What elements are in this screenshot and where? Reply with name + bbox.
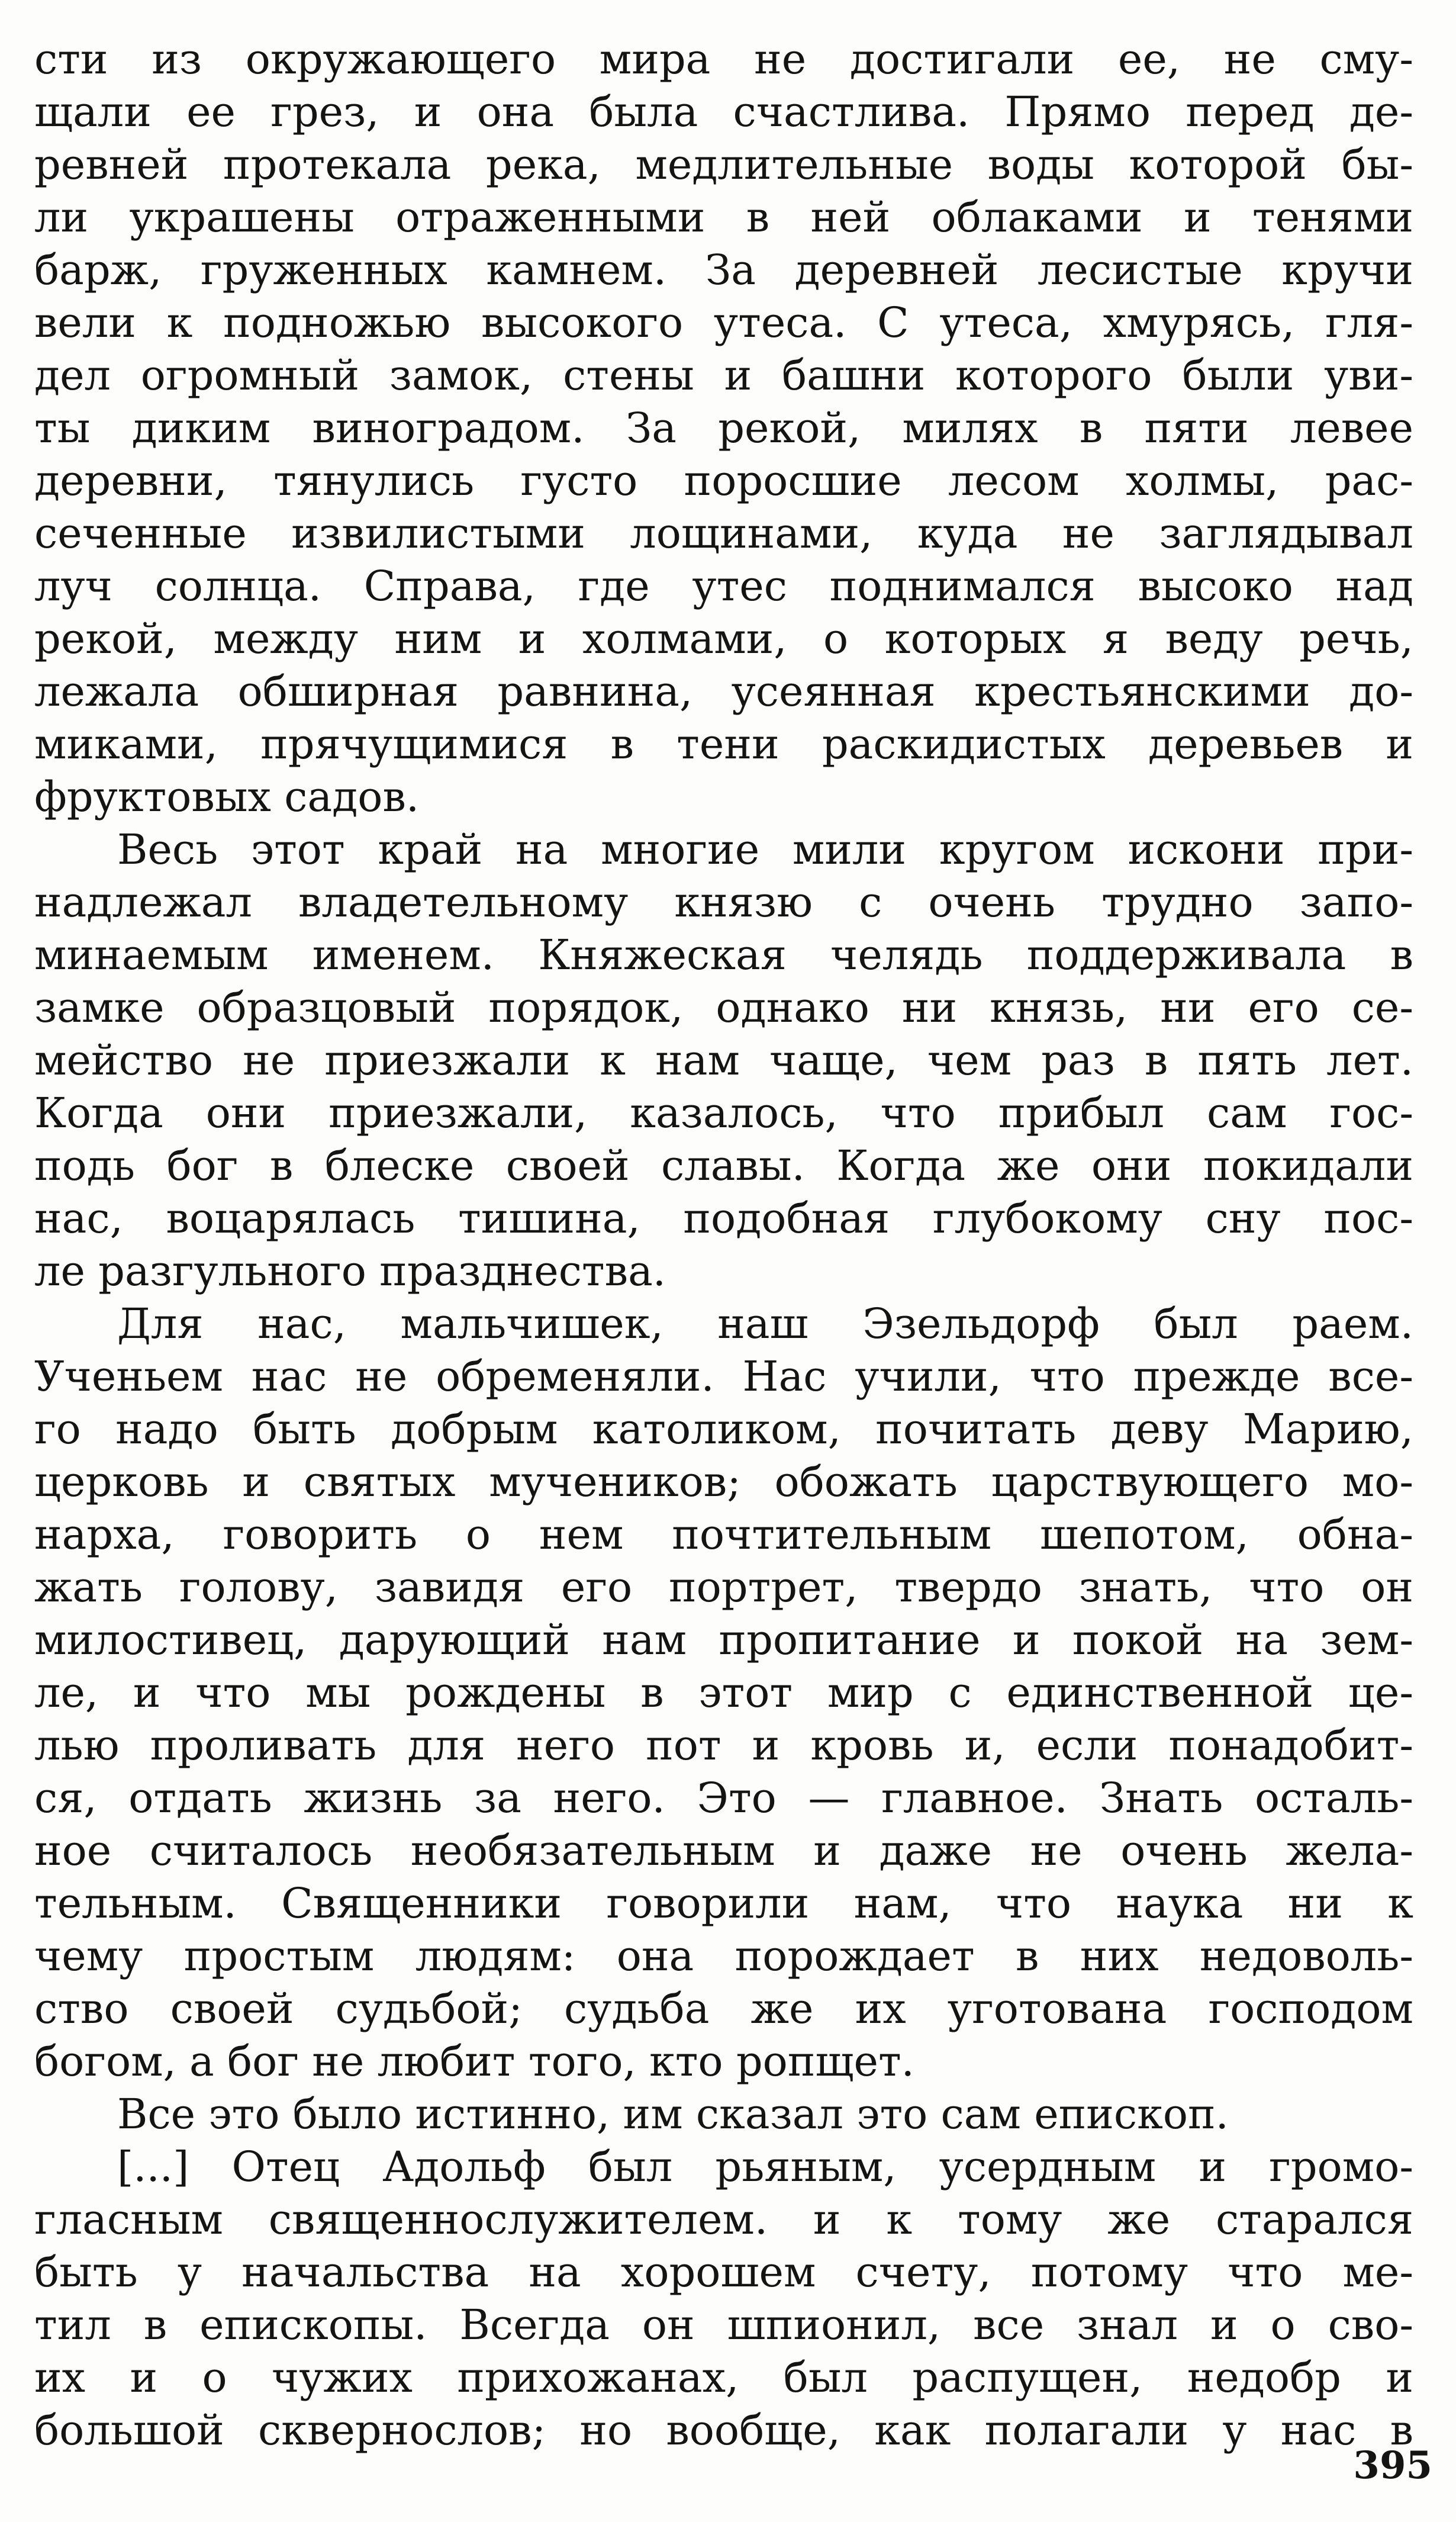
text-line: рекой, между ним и холмами, о которых я веду речь, <box>34 615 1413 663</box>
text-line: нарха, говорить о нем почтительным шепотом, обна- <box>34 1510 1413 1559</box>
page-number: 395 <box>1353 2443 1432 2488</box>
text-line: щали ее грез, и она была счастлива. Прямо перед де- <box>34 88 1413 136</box>
text-line: нас, воцарялась тишина, подобная глубокому сну пос- <box>34 1194 1413 1243</box>
text-line: Ученьем нас не обременяли. Нас учили, что прежде все- <box>34 1352 1413 1401</box>
text-line: ты диким виноградом. За рекой, милях в пяти левее <box>34 404 1413 452</box>
text-line: тил в епископы. Всегда он шпионил, все знал и о сво- <box>34 2301 1413 2349</box>
text-line: богом, а бог не любит того, кто ропщет. <box>34 2037 914 2086</box>
text-line: ле разгульного празднества. <box>34 1247 666 1295</box>
text-line: луч солнца. Справа, где утес поднимался высоко над <box>34 562 1413 610</box>
text-line: [...] Отец Адольф был рьяным, усердным и громо- <box>117 2143 1413 2191</box>
text-line: фруктовых садов. <box>34 773 420 821</box>
text-line: жать голову, завидя его портрет, твердо знать, что он <box>34 1563 1413 1611</box>
text-line: деревни, тянулись густо поросшие лесом холмы, рас- <box>34 456 1413 505</box>
text-line: ство своей судьбой; судьба же их уготована господом <box>34 1984 1413 2033</box>
text-line: быть у начальства на хорошем счету, потому что ме- <box>34 2248 1413 2296</box>
text-line: гласным священнослужителем. и к тому же старался <box>34 2195 1413 2244</box>
text-line: Весь этот край на многие мили кругом искони при- <box>117 825 1413 874</box>
text-line: барж, груженных камнем. За деревней лесистые кручи <box>34 246 1413 294</box>
text-line: го надо быть добрым католиком, почитать деву Марию, <box>34 1405 1413 1453</box>
text-line: надлежал владетельному князю с очень трудно запо- <box>34 878 1413 927</box>
text-line: церковь и святых мучеников; обожать царствующего мо- <box>34 1458 1413 1506</box>
text-line: лью проливать для него пот и кровь и, если понадобит- <box>34 1721 1413 1770</box>
text-line: минаемым именем. Княжеская челядь поддерживала в <box>34 931 1413 979</box>
text-line: ное считалось необязательным и даже не очень жела- <box>34 1826 1413 1875</box>
text-line: подь бог в блеске своей славы. Когда же они покидали <box>34 1141 1413 1190</box>
text-line: ревней протекала река, медлительные воды которой бы- <box>34 140 1413 189</box>
text-line: ле, и что мы рождены в этот мир с единственной це- <box>34 1668 1413 1717</box>
text-line: Все это было истинно, им сказал это сам епископ. <box>117 2090 1229 2138</box>
text-line: сти из окружающего мира не достигали ее, не сму- <box>34 35 1413 83</box>
text-line: их и о чужих прихожанах, был распущен, недобр и <box>34 2353 1413 2402</box>
text-line: тельным. Священники говорили нам, что наука ни к <box>34 1879 1413 1928</box>
text-line: ся, отдать жизнь за него. Это — главное. Знать осталь- <box>34 1774 1413 1822</box>
text-line: Когда они приезжали, казалось, что прибыл сам гос- <box>34 1089 1413 1137</box>
text-line: Для нас, мальчишек, наш Эзельдорф был раем. <box>117 1299 1413 1348</box>
text-line: чему простым людям: она порождает в них недоволь- <box>34 1932 1413 1980</box>
text-line: лежала обширная равнина, усеянная крестьянскими до- <box>34 667 1413 716</box>
text-line: замке образцовый порядок, однако ни князь, ни его се- <box>34 983 1413 1032</box>
text-line: большой сквернослов; но вообще, как полагали у нас в <box>34 2406 1413 2455</box>
text-line: дел огромный замок, стены и башни которого были уви- <box>34 351 1413 400</box>
text-line: ли украшены отраженными в ней облаками и тенями <box>34 193 1413 242</box>
text-line: милостивец, дарующий нам пропитание и покой на зем- <box>34 1616 1413 1664</box>
text-line: сеченные извилистыми лощинами, куда не заглядывал <box>34 509 1413 558</box>
text-line: мейство не приезжали к нам чаще, чем раз в пять лет. <box>34 1036 1413 1085</box>
text-line: вели к подножью высокого утеса. С утеса, хмурясь, гля- <box>34 298 1413 347</box>
text-line: миками, прячущимися в тени раскидистых деревьев и <box>34 720 1413 768</box>
